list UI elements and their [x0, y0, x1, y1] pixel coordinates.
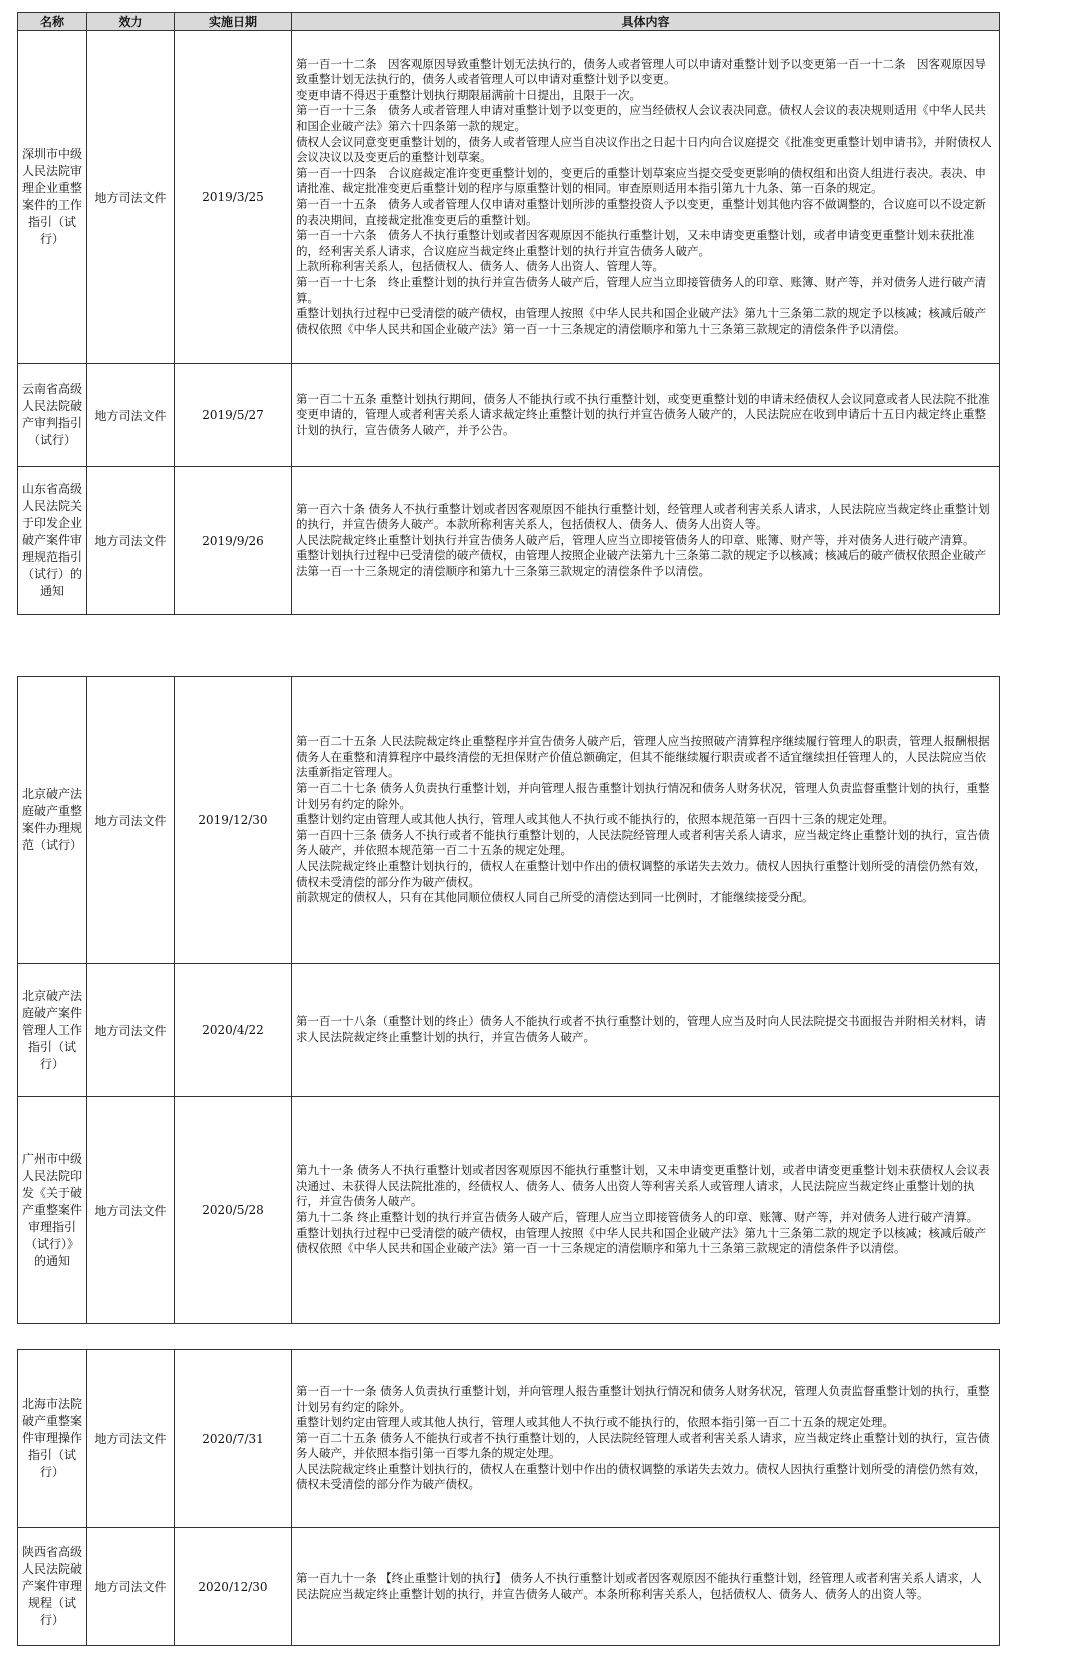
document-name: 北海市法院破产重整案件审理操作指引（试行）	[18, 1350, 87, 1528]
table-row	[18, 1097, 1000, 1324]
content-paragraph: 重整计划约定由管理人或其他人执行，管理人或其他人不执行或不能执行的，依照本规范第一百四十三条的规定处理。	[296, 812, 894, 827]
content-paragraph: 第一百二十五条 债务人不能执行或者不执行重整计划的，人民法院经管理人或者利害关系人请求，应当裁定终止重整计划的执行，宣告债务人破产，并依照本指引第一百零九条的规定处理。	[296, 1430, 990, 1461]
document-content	[292, 964, 1000, 1097]
document-name: 北京破产法庭破产重整案件办理规范（试行）	[18, 677, 87, 964]
document-content	[292, 1350, 1000, 1528]
document-content	[292, 1528, 1000, 1646]
header-content: 具体内容	[292, 13, 1000, 31]
document-content	[292, 31, 1000, 364]
header-row	[18, 13, 1000, 31]
table-block-2	[17, 676, 1000, 1323]
table-block-1	[17, 12, 1000, 615]
document-effect: 地方司法文件	[87, 1097, 175, 1324]
regulation-table	[17, 1349, 1000, 1646]
document-date: 2019/9/26	[175, 467, 292, 615]
table-row	[18, 467, 1000, 615]
content-paragraph: 第一百一十七条 终止重整计划的执行并宣告债务人破产后，管理人应当立即接管债务人的印章、账簿、财产等，并对债务人进行破产清算。	[296, 274, 986, 305]
content-paragraph: 上款所称利害关系人，包括债权人、债务人、债务人出资人、管理人等。	[296, 259, 664, 274]
table-row	[18, 964, 1000, 1097]
document-effect: 地方司法文件	[87, 31, 175, 364]
content-paragraph: 人民法院裁定终止重整计划执行的，债权人在重整计划中作出的债权调整的承诺失去效力。债权人因执行重整计划所受的清偿仍然有效，债权未受清偿的部分作为破产债权。	[296, 1461, 986, 1492]
content-paragraph: 第一百二十五条 重整计划执行期间，债务人不能执行或不执行重整计划，或变更重整计划的申请未经债权人会议同意或者人民法院不批准变更申请的，管理人或者利害关系人请求裁定终止重整计划的执行并宣告债务人破产的，人民法院应在收到申请后十五日内裁定终止重整计划的执行，宣告债务人破产，并予公告。	[296, 391, 990, 437]
document-date: 2020/4/22	[175, 964, 292, 1097]
content-paragraph: 第九十一条 债务人不执行重整计划或者因客观原因不能执行重整计划，又未申请变更重整计划，或者申请变更重整计划未获债权人会议表决通过、未获得人民法院批准的，经债权人、债务人、债务人出资人等利害关系人或管理人请求，人民法院应当裁定终止重整计划的执行，并宣告债务人破产。	[296, 1163, 990, 1209]
document-effect: 地方司法文件	[87, 964, 175, 1097]
document-name: 山东省高级人民法院关于印发企业破产案件审理规范指引（试行）的通知	[18, 467, 87, 615]
document-date: 2020/7/31	[175, 1350, 292, 1528]
document-date: 2019/5/27	[175, 364, 292, 467]
content-paragraph: 人民法院裁定终止重整计划执行的，债权人在重整计划中作出的债权调整的承诺失去效力。债权人因执行重整计划所受的清偿仍然有效，债权未受清偿的部分作为破产债权。	[296, 858, 986, 889]
document-name: 北京破产法庭破产案件管理人工作指引（试行）	[18, 964, 87, 1097]
document-effect: 地方司法文件	[87, 467, 175, 615]
header-name: 名称	[18, 13, 87, 31]
document-name: 广州市中级人民法院印发《关于破产重整案件审理指引（试行）》的通知	[18, 1097, 87, 1324]
document-effect: 地方司法文件	[87, 677, 175, 964]
document-name: 陕西省高级人民法院破产案件审理规程（试行）	[18, 1528, 87, 1646]
header-date: 实施日期	[175, 13, 292, 31]
document-effect: 地方司法文件	[87, 1350, 175, 1528]
content-paragraph: 第九十二条 终止重整计划的执行并宣告债务人破产后，管理人应当立即接管债务人的印章、账簿、财产等，并对债务人进行破产清算。	[296, 1210, 979, 1224]
content-paragraph: 第一百二十五条 人民法院裁定终止重整程序并宣告债务人破产后，管理人应当按照破产清算程序继续履行管理人的职责，管理人报酬根据债务人在重整和清算程序中最终清偿的无担保财产价值总额确定，但其不能继续履行职责或者不适宜继续担任管理人的，人民法院应当依法重新指定管理人。	[296, 734, 990, 780]
content-paragraph: 第一百一十一条 债务人负责执行重整计划，并向管理人报告重整计划执行情况和债务人财务状况，管理人负责监督重整计划的执行，重整计划另有约定的除外。	[296, 1383, 990, 1414]
content-paragraph: 第一百六十条 债务人不执行重整计划或者因客观原因不能执行重整计划，经管理人或者利害关系人请求，人民法院应当裁定终止重整计划的执行，并宣告债务人破产。本款所称利害关系人，包括债权人、债务人、债务人出资人等。	[296, 501, 990, 532]
content-paragraph: 第一百一十八条（重整计划的终止）债务人不能执行或者不执行重整计划的，管理人应当及时向人民法院提交书面报告并附相关材料，请求人民法院裁定终止重整计划的执行，并宣告债务人破产。	[296, 1014, 986, 1044]
document-effect: 地方司法文件	[87, 364, 175, 467]
document-content	[292, 1097, 1000, 1324]
content-paragraph: 人民法院裁定终止重整计划执行并宣告债务人破产后，管理人应当立即接管债务人的印章、账簿、财产等，并对债务人进行破产清算。	[296, 532, 975, 547]
document-content	[292, 467, 1000, 615]
header-effect: 效力	[87, 13, 175, 31]
table-row	[18, 1528, 1000, 1646]
table-row	[18, 677, 1000, 964]
document-date: 2019/3/25	[175, 31, 292, 364]
content-paragraph: 重整计划执行过程中已受清偿的破产债权，由管理人按照《中华人民共和国企业破产法》第九十三条第二款的规定予以核减；核减后破产债权依照《中华人民共和国企业破产法》第一百一十三条规定的清偿顺序和第九十三条第三款规定的清偿条件予以清偿。	[296, 1225, 986, 1256]
content-paragraph: 第一百一十二条 因客观原因导致重整计划无法执行的，债务人或者管理人可以申请对重整计划予以变更第一百一十二条 因客观原因导致重整计划无法执行的，债务人或者管理人可以申请对重整计划予以变更。	[296, 56, 986, 87]
regulation-table	[17, 12, 1000, 615]
table-row	[18, 31, 1000, 364]
content-paragraph: 第一百二十七条 债务人负责执行重整计划，并向管理人报告重整计划执行情况和债务人财务状况，管理人负责监督重整计划的执行，重整计划另有约定的除外。	[296, 781, 990, 811]
content-paragraph: 重整计划执行过程中已受清偿的破产债权，由管理人按照《中华人民共和国企业破产法》第九十三条第二款的规定予以核减；核减后破产债权依照《中华人民共和国企业破产法》第一百一十三条规定的清偿顺序和第九十三条第三款规定的清偿条件予以清偿。	[296, 306, 986, 336]
content-paragraph: 第一百一十六条 债务人不执行重整计划或者因客观原因不能执行重整计划，又未申请变更重整计划，或者申请变更重整计划未获批准的，经利害关系人请求，合议庭应当裁定终止重整计划的执行并宣告债务人破产。	[296, 228, 975, 258]
content-paragraph: 前款规定的债权人，只有在其他同顺位债权人同自己所受的清偿达到同一比例时，才能继续接受分配。	[296, 890, 814, 905]
table-block-3	[17, 1349, 1000, 1645]
table-row	[18, 364, 1000, 467]
content-paragraph: 第一百一十四条 合议庭裁定准许变更重整计划的，变更后的重整计划草案应当提交受变更影响的债权组和出资人组进行表决。表决、申请批准、裁定批准变更后重整计划的程序与原重整计划的相同。审查原则适用本指引第九十九条、第一百条的规定。	[296, 165, 986, 196]
table-row	[18, 1350, 1000, 1528]
content-paragraph: 债权人会议同意变更重整计划的，债务人或者管理人应当自决议作出之日起十日内向合议庭提交《批准变更重整计划申请书》，并附债权人会议决议以及变更后的重整计划草案。	[296, 134, 992, 165]
content-paragraph: 重整计划执行过程中已受清偿的破产债权，由管理人按照企业破产法第九十三条第二款的规定予以核减；核减后的破产债权依照企业破产法第一百一十三条规定的清偿顺序和第九十三条第三款规定的清偿条件予以清偿。	[296, 548, 986, 578]
document-content	[292, 677, 1000, 964]
document-content	[292, 364, 1000, 467]
content-paragraph: 第一百一十三条 债务人或者管理人申请对重整计划予以变更的，应当经债权人会议表决同意。债权人会议的表决规则适用《中华人民共和国企业破产法》第六十四条第一款的规定。	[296, 103, 986, 134]
content-paragraph: 变更申请不得迟于重整计划执行期限届满前十日提出，且限于一次。	[296, 87, 641, 102]
content-paragraph: 第一百一十五条 债务人或者管理人仅申请对重整计划所涉的重整投资人予以变更，重整计划其他内容不做调整的，合议庭可以不设定新的表决期间，直接裁定批准变更后的重整计划。	[296, 197, 986, 227]
document-date: 2020/12/30	[175, 1528, 292, 1646]
content-paragraph: 第一百四十三条 债务人不执行或者不能执行重整计划的，人民法院经管理人或者利害关系人请求，应当裁定终止重整计划的执行，宣告债务人破产，并依照本规范第一百二十五条的规定处理。	[296, 827, 990, 858]
document-name: 深圳市中级人民法院审理企业重整案件的工作指引（试行）	[18, 31, 87, 364]
document-name: 云南省高级人民法院破产审判指引（试行）	[18, 364, 87, 467]
document-date: 2019/12/30	[175, 677, 292, 964]
document-effect: 地方司法文件	[87, 1528, 175, 1646]
regulation-table	[17, 676, 1000, 1324]
content-paragraph: 重整计划约定由管理人或其他人执行，管理人或其他人不执行或不能执行的，依照本指引第一百二十五条的规定处理。	[296, 1415, 894, 1430]
content-paragraph: 第一百九十一条 【终止重整计划的执行】 债务人不执行重整计划或者因客观原因不能执行重整计划，经管理人或者利害关系人请求，人民法院应当裁定终止重整计划的执行，并宣告债务人破产。本条所称利害关系人，包括债权人、债务人、债务人的出资人等。	[296, 1570, 982, 1601]
document-date: 2020/5/28	[175, 1097, 292, 1324]
